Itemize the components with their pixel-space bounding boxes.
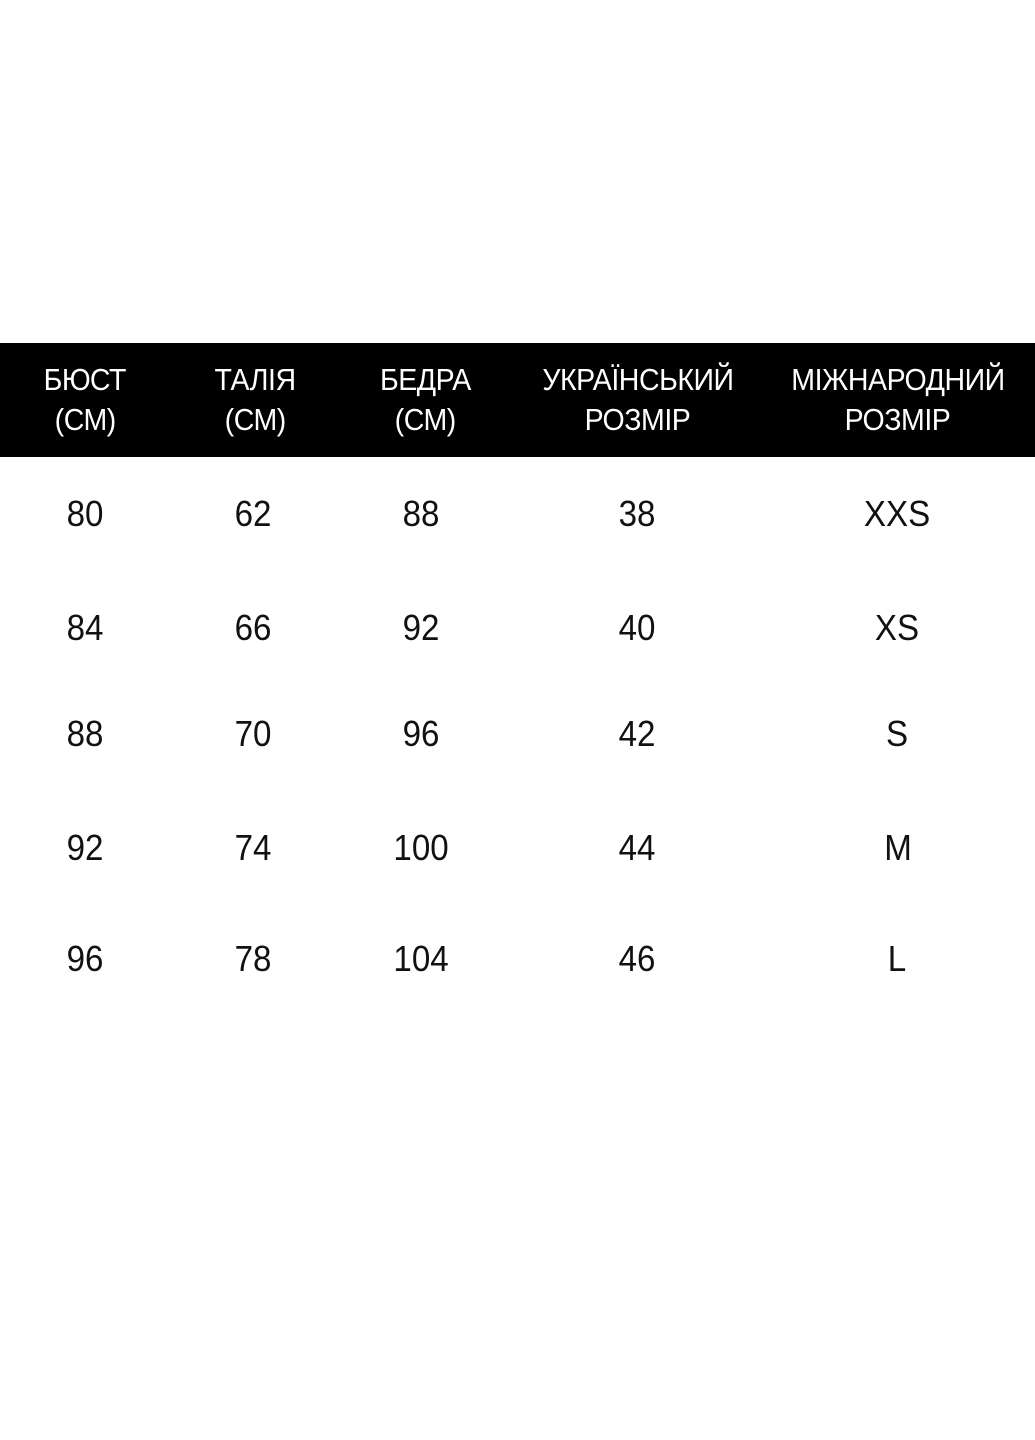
- cell-value: 88: [66, 713, 104, 754]
- cell-international-size: [780, 598, 1015, 658]
- table-row: [0, 818, 1035, 878]
- cell-value: 42: [619, 713, 656, 754]
- cell-value: 96: [402, 713, 440, 754]
- cell-value: L: [888, 938, 907, 979]
- table-header-row: [0, 343, 1035, 457]
- cell-ukrainian-size: [530, 929, 745, 989]
- cell-hips: [336, 598, 506, 658]
- size-chart-table: [0, 343, 1035, 1157]
- cell-value: 74: [234, 827, 272, 868]
- cell-international-size: [780, 704, 1015, 764]
- header-bust-line1: БЮСТ: [43, 362, 127, 397]
- header-ukrainian-size-line2: РОЗМІР: [584, 402, 691, 437]
- cell-ukrainian-size: [530, 598, 745, 658]
- cell-value: 66: [234, 607, 272, 648]
- header-international-size: [780, 343, 1015, 457]
- cell-international-size: [780, 818, 1015, 878]
- cell-value: S: [886, 713, 909, 754]
- header-hips-line1: БЕДРА: [379, 362, 471, 397]
- cell-value: 88: [402, 493, 440, 534]
- cell-value: 38: [619, 493, 656, 534]
- cell-value: 78: [234, 938, 272, 979]
- cell-value: 40: [619, 607, 656, 648]
- table-row: [0, 704, 1035, 764]
- cell-hips: [336, 484, 506, 544]
- header-bust-line2: (СМ): [54, 402, 116, 437]
- header-bust: [0, 343, 170, 457]
- cell-bust: [0, 929, 170, 989]
- cell-waist: [168, 484, 338, 544]
- header-hips-line2: (СМ): [394, 402, 456, 437]
- cell-ukrainian-size: [530, 704, 745, 764]
- cell-bust: [0, 598, 170, 658]
- table-row: [0, 598, 1035, 658]
- header-waist-line2: (СМ): [224, 402, 286, 437]
- cell-bust: [0, 704, 170, 764]
- cell-value: XXS: [864, 493, 931, 534]
- cell-value: 62: [234, 493, 272, 534]
- header-international-size-line2: РОЗМІР: [844, 402, 951, 437]
- cell-value: 104: [393, 938, 449, 979]
- header-international-size-line1: МІЖНАРОДНИЙ: [790, 362, 1005, 397]
- cell-value: 80: [66, 493, 104, 534]
- cell-value: 96: [66, 938, 104, 979]
- cell-hips: [336, 704, 506, 764]
- cell-international-size: [780, 484, 1015, 544]
- header-ukrainian-size: [530, 343, 745, 457]
- header-waist-line1: ТАЛІЯ: [214, 362, 296, 397]
- header-waist: [170, 343, 340, 457]
- cell-value: M: [883, 827, 912, 868]
- cell-ukrainian-size: [530, 484, 745, 544]
- cell-waist: [168, 704, 338, 764]
- cell-ukrainian-size: [530, 818, 745, 878]
- cell-value: 100: [393, 827, 449, 868]
- cell-value: 46: [619, 938, 656, 979]
- cell-waist: [168, 818, 338, 878]
- table-row: [0, 484, 1035, 544]
- header-ukrainian-size-line1: УКРАЇНСЬКИЙ: [541, 362, 734, 397]
- cell-value: XS: [875, 607, 920, 648]
- cell-bust: [0, 818, 170, 878]
- table-row: [0, 929, 1035, 989]
- cell-value: 92: [402, 607, 440, 648]
- cell-value: 70: [234, 713, 272, 754]
- header-hips: [340, 343, 510, 457]
- cell-waist: [168, 598, 338, 658]
- cell-hips: [336, 818, 506, 878]
- cell-value: 92: [66, 827, 104, 868]
- cell-bust: [0, 484, 170, 544]
- cell-hips: [336, 929, 506, 989]
- table-body: [0, 457, 1035, 1157]
- cell-international-size: [780, 929, 1015, 989]
- cell-waist: [168, 929, 338, 989]
- cell-value: 84: [66, 607, 104, 648]
- cell-value: 44: [619, 827, 656, 868]
